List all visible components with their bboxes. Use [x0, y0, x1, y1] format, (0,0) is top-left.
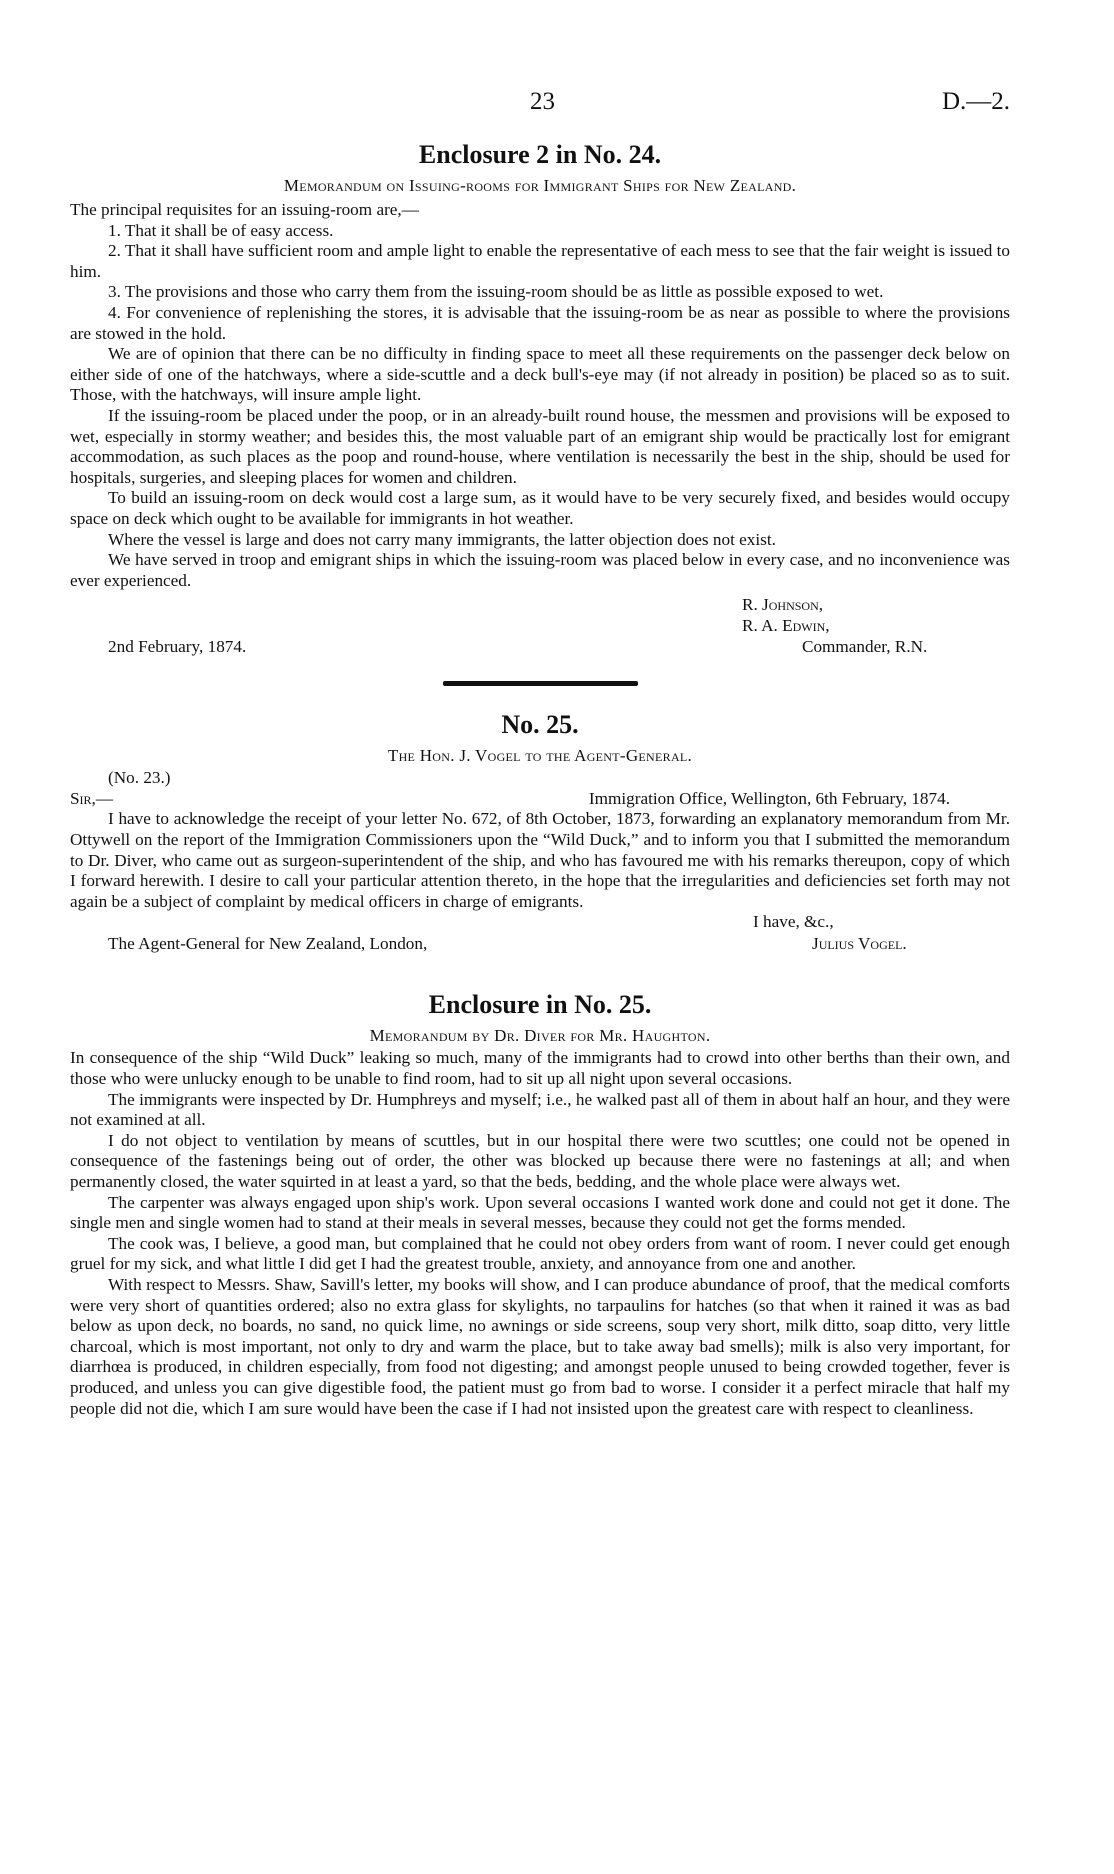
signatory-johnson: R. Johnson, [742, 595, 824, 615]
salutation-row [70, 789, 1010, 810]
signature-vogel: Julius Vogel. [812, 934, 907, 954]
requisite-item-2: 2. That it shall have sufficient room and ample light to enable the representative of each mess to see that the fair weight is issued to him. [70, 241, 1010, 281]
no-25-signature-block [70, 912, 1010, 956]
paragraph-inspection: The immigrants were inspected by Dr. Humphreys and myself; i.e., he walked past all of them in about half an hour, and they were not examined at all. [70, 1089, 1010, 1130]
paragraph-large-vessel: Where the vessel is large and does not carry many immigrants, the latter objection does not exist. [108, 529, 776, 549]
place-date: Immigration Office, Wellington, 6th February, 1874. [588, 788, 950, 808]
paragraph-cook: The cook was, I believe, a good man, but complained that he could not obey orders from want of room. I never could get enough gruel for my sick, and what little I did get I had the greatest trouble, anxiety, and annoyance from one and another. [70, 1233, 1010, 1274]
enclosure-25-title: Enclosure in No. 25. [428, 990, 652, 1020]
enclosure-2-section [70, 140, 1010, 659]
section-divider [443, 681, 638, 686]
enclosure-2-title: Enclosure 2 in No. 24. [418, 140, 662, 169]
no-25-title: No. 25. [501, 710, 579, 740]
paragraph-shaw-savill: With respect to Messrs. Shaw, Savill's letter, my books will show, and I can produce abundance of proof, that the medical comforts were very short of quantities ordered; also no extra glass for skylights, no tarpaulins for hatches (so that when it rained it was as bad below as upon deck, no boards, no sand, no quick lime, no awnings or side screens, soup very short, milk ditto, soap ditto, very little charcoal, which is most important, not only to dry and warm the place, but to take away bad smells); milk is also very important, for diarrhœa is produced, in children especially, from food not digesting; and amongst people unused to being crowded together, fever is produced, and unless you can give digestible food, the patient must go from bad to worse. I consider it a perfect miracle that half my people did not die, which I am sure would have been the case if I had not insisted upon the greatest care with respect to cleanliness. [70, 1274, 1010, 1418]
requisite-item-1: 1. That it shall be of easy access. [108, 220, 334, 240]
paragraph-leaking: In consequence of the ship “Wild Duck” leaking so much, many of the immigrants had to crowd into other berths than their own, and those who were unlucky enough to be unable to find room, had to sit up all night upon several occasions. [70, 1048, 1010, 1089]
enclosure-2-date: 2nd February, 1874. [108, 637, 247, 657]
signatory-rank: Commander, R.N. [802, 637, 928, 657]
no-25-section [70, 710, 1010, 956]
addressee: The Agent-General for New Zealand, London, [108, 934, 428, 954]
paragraph-carpenter: The carpenter was always engaged upon ship's work. Upon several occasions I wanted work done and could not get it done. The single men and single women had to stand at their meals in several messes, because they could not get the forms mended. [70, 1192, 1010, 1233]
closing: I have, &c., [753, 912, 834, 932]
signatory-edwin: R. A. Edwin, [742, 616, 830, 636]
document-page [70, 0, 1010, 1419]
document-reference: D.—2. [941, 88, 1010, 115]
paragraph-ventilation: I do not object to ventilation by means of scuttles, but in our hospital there were two scuttles; one could not be opened in consequence of the fastenings being out of order, the other was blocked up because there were no fastenings at all; and when permanently closed, the water squirted in at least a yard, so that the beds, bedding, and the whole place were always wet. [70, 1130, 1010, 1191]
requisite-item-3: 3. The provisions and those who carry them from the issuing-room should be as little as possible exposed to wet. [108, 282, 884, 302]
intro-paragraph: The principal requisites for an issuing-room are,— [70, 200, 419, 219]
salutation: Sir,— [70, 788, 114, 808]
page-number: 23 [530, 88, 555, 115]
paragraph-deck-cost: To build an issuing-room on deck would cost a large sum, as it would have to be very securely fixed, and besides would occupy space on deck which ought to be available for immigrants in hot weather. [70, 488, 1010, 528]
paragraph-opinion: We are of opinion that there can be no difficulty in finding space to meet all these requirements on the passenger deck below on either side of one of the hatchways, where a side-scuttle and a deck bull's-eye may (if not already in position) be placed so as to suit. Those, with the hatchways, will insure ample light. [70, 344, 1010, 405]
no-25-subtitle: The Hon. J. Vogel to the Agent-General. [387, 746, 693, 766]
paragraph-poop: If the issuing-room be placed under the poop, or in an already-built round house, the messmen and provisions will be exposed to wet, especially in stormy weather; and besides this, the most valuable part of an emigrant ship would be practically lost for emigrant accommodation, as such places as the poop and round-house, where ventilation is necessarily the best in the ship, should be used for hospitals, surgeries, and sleeping places for women and children. [70, 405, 1010, 487]
page-header [70, 0, 1010, 115]
no-25-reference: (No. 23.) [108, 768, 171, 788]
enclosure-2-signature-block [70, 595, 1010, 659]
enclosure-2-subtitle: Memorandum on Issuing-rooms for Immigrant Ships for New Zealand. [283, 176, 797, 195]
enclosure-25-section [70, 990, 1010, 1419]
enclosure-25-subtitle: Memorandum by Dr. Diver for Mr. Haughton. [369, 1026, 711, 1046]
paragraph-served: We have served in troop and emigrant ships in which the issuing-room was placed below in every case, and no inconvenience was ever experienced. [70, 550, 1010, 590]
no-25-body: I have to acknowledge the receipt of your letter No. 672, of 8th October, 1873, forwarding an explanatory memorandum from Mr. Ottywell on the report of the Immigration Commissioners upon the “Wild Duck,” and to inform you that I submitted the memorandum to Dr. Diver, who came out as surgeon-superintendent of the ship, and who has favoured me with his remarks thereupon, copy of which I forward herewith. I desire to call your particular attention thereto, in the hope that the irregularities and deficiencies set forth may not again be a subject of complaint by medical officers in charge of emigrants. [70, 809, 1010, 911]
requisite-item-4: 4. For convenience of replenishing the stores, it is advisable that the issuing-room be as near as possible to where the provisions are stowed in the hold. [70, 302, 1010, 343]
